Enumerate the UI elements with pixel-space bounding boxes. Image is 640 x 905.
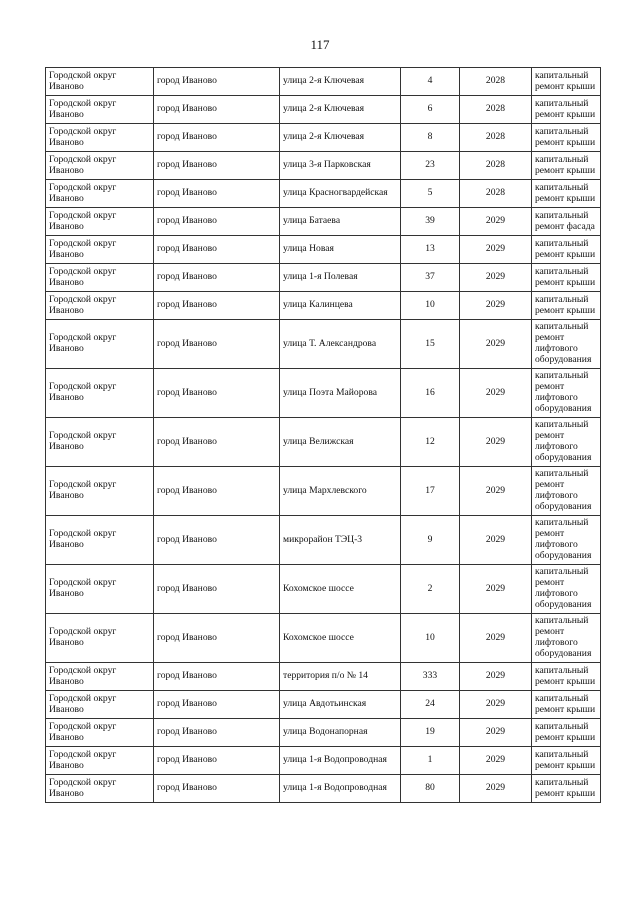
cell-year: 2029 bbox=[460, 292, 532, 320]
cell-district: Городской округ Иваново bbox=[46, 467, 154, 516]
cell-city: город Иваново bbox=[154, 516, 280, 565]
cell-street: улица 2-я Ключевая bbox=[280, 96, 401, 124]
table-row bbox=[46, 747, 601, 775]
cell-district: Городской округ Иваново bbox=[46, 418, 154, 467]
cell-city: город Иваново bbox=[154, 467, 280, 516]
table-row bbox=[46, 208, 601, 236]
cell-city: город Иваново bbox=[154, 369, 280, 418]
cell-city: город Иваново bbox=[154, 565, 280, 614]
cell-district: Городской округ Иваново bbox=[46, 208, 154, 236]
cell-work-type: капитальный ремонт крыши bbox=[532, 152, 601, 180]
cell-work-type: капитальный ремонт крыши bbox=[532, 124, 601, 152]
cell-year: 2029 bbox=[460, 719, 532, 747]
cell-district: Городской округ Иваново bbox=[46, 180, 154, 208]
cell-city: город Иваново bbox=[154, 719, 280, 747]
table-row bbox=[46, 180, 601, 208]
cell-city: город Иваново bbox=[154, 747, 280, 775]
cell-street: территория п/о № 14 bbox=[280, 663, 401, 691]
table-row bbox=[46, 320, 601, 369]
cell-district: Городской округ Иваново bbox=[46, 96, 154, 124]
cell-district: Городской округ Иваново bbox=[46, 264, 154, 292]
cell-year: 2029 bbox=[460, 208, 532, 236]
table-row bbox=[46, 565, 601, 614]
cell-city: город Иваново bbox=[154, 264, 280, 292]
cell-street: улица Водонапорная bbox=[280, 719, 401, 747]
cell-year: 2029 bbox=[460, 236, 532, 264]
cell-city: город Иваново bbox=[154, 152, 280, 180]
table-row bbox=[46, 152, 601, 180]
table-row bbox=[46, 691, 601, 719]
cell-city: город Иваново bbox=[154, 663, 280, 691]
cell-street: улица Новая bbox=[280, 236, 401, 264]
cell-district: Городской округ Иваново bbox=[46, 369, 154, 418]
cell-house-number: 1 bbox=[401, 747, 460, 775]
cell-district: Городской округ Иваново bbox=[46, 320, 154, 369]
table-row bbox=[46, 68, 601, 96]
table-row bbox=[46, 719, 601, 747]
cell-district: Городской округ Иваново bbox=[46, 124, 154, 152]
cell-work-type: капитальный ремонт крыши bbox=[532, 264, 601, 292]
cell-house-number: 23 bbox=[401, 152, 460, 180]
cell-work-type: капитальный ремонт фасада bbox=[532, 208, 601, 236]
cell-street: улица Батаева bbox=[280, 208, 401, 236]
cell-work-type: капитальный ремонт крыши bbox=[532, 691, 601, 719]
cell-work-type: капитальный ремонт крыши bbox=[532, 663, 601, 691]
cell-street: улица Авдотьинская bbox=[280, 691, 401, 719]
cell-year: 2028 bbox=[460, 152, 532, 180]
cell-house-number: 19 bbox=[401, 719, 460, 747]
cell-house-number: 9 bbox=[401, 516, 460, 565]
cell-house-number: 6 bbox=[401, 96, 460, 124]
cell-house-number: 16 bbox=[401, 369, 460, 418]
cell-district: Городской округ Иваново bbox=[46, 663, 154, 691]
cell-city: город Иваново bbox=[154, 236, 280, 264]
cell-year: 2029 bbox=[460, 565, 532, 614]
cell-house-number: 80 bbox=[401, 775, 460, 803]
cell-street: улица 1-я Водопроводная bbox=[280, 775, 401, 803]
cell-year: 2029 bbox=[460, 614, 532, 663]
cell-street: улица Т. Александрова bbox=[280, 320, 401, 369]
cell-district: Городской округ Иваново bbox=[46, 68, 154, 96]
cell-street: улица Мархлевского bbox=[280, 467, 401, 516]
table-row bbox=[46, 614, 601, 663]
cell-house-number: 10 bbox=[401, 614, 460, 663]
cell-street: улица Калинцева bbox=[280, 292, 401, 320]
cell-district: Городской округ Иваново bbox=[46, 614, 154, 663]
cell-year: 2029 bbox=[460, 747, 532, 775]
cell-year: 2029 bbox=[460, 369, 532, 418]
table-row bbox=[46, 292, 601, 320]
table-row bbox=[46, 516, 601, 565]
cell-city: город Иваново bbox=[154, 96, 280, 124]
cell-year: 2029 bbox=[460, 663, 532, 691]
repair-schedule-table bbox=[45, 67, 601, 803]
cell-district: Городской округ Иваново bbox=[46, 152, 154, 180]
cell-city: город Иваново bbox=[154, 614, 280, 663]
cell-work-type: капитальный ремонт крыши bbox=[532, 292, 601, 320]
cell-city: город Иваново bbox=[154, 208, 280, 236]
cell-street: улица Поэта Майорова bbox=[280, 369, 401, 418]
page-number: 117 bbox=[310, 37, 330, 52]
cell-house-number: 5 bbox=[401, 180, 460, 208]
cell-house-number: 37 bbox=[401, 264, 460, 292]
cell-street: улица 1-я Водопроводная bbox=[280, 747, 401, 775]
cell-district: Городской округ Иваново bbox=[46, 516, 154, 565]
cell-year: 2029 bbox=[460, 775, 532, 803]
cell-city: город Иваново bbox=[154, 68, 280, 96]
table-row bbox=[46, 264, 601, 292]
cell-year: 2029 bbox=[460, 691, 532, 719]
cell-house-number: 24 bbox=[401, 691, 460, 719]
cell-street: Кохомское шоссе bbox=[280, 565, 401, 614]
cell-street: улица Велижская bbox=[280, 418, 401, 467]
cell-district: Городской округ Иваново bbox=[46, 775, 154, 803]
cell-district: Городской округ Иваново bbox=[46, 236, 154, 264]
cell-year: 2029 bbox=[460, 264, 532, 292]
cell-work-type: капитальный ремонт крыши bbox=[532, 96, 601, 124]
cell-city: город Иваново bbox=[154, 180, 280, 208]
table-row bbox=[46, 96, 601, 124]
cell-year: 2029 bbox=[460, 418, 532, 467]
cell-house-number: 333 bbox=[401, 663, 460, 691]
cell-year: 2028 bbox=[460, 96, 532, 124]
cell-work-type: капитальный ремонт крыши bbox=[532, 747, 601, 775]
cell-street: улица 1-я Полевая bbox=[280, 264, 401, 292]
cell-year: 2028 bbox=[460, 124, 532, 152]
cell-work-type: капитальный ремонт лифтового оборудования bbox=[532, 565, 601, 614]
cell-city: город Иваново bbox=[154, 418, 280, 467]
cell-work-type: капитальный ремонт крыши bbox=[532, 775, 601, 803]
cell-house-number: 10 bbox=[401, 292, 460, 320]
cell-work-type: капитальный ремонт крыши bbox=[532, 180, 601, 208]
cell-street: улица Красногвардейская bbox=[280, 180, 401, 208]
cell-street: улица 2-я Ключевая bbox=[280, 68, 401, 96]
table-row bbox=[46, 124, 601, 152]
table-row bbox=[46, 775, 601, 803]
table-row bbox=[46, 236, 601, 264]
cell-street: улица 3-я Парковская bbox=[280, 152, 401, 180]
cell-city: город Иваново bbox=[154, 691, 280, 719]
cell-street: Кохомское шоссе bbox=[280, 614, 401, 663]
cell-street: микрорайон ТЭЦ-3 bbox=[280, 516, 401, 565]
cell-work-type: капитальный ремонт крыши bbox=[532, 719, 601, 747]
cell-house-number: 12 bbox=[401, 418, 460, 467]
cell-work-type: капитальный ремонт лифтового оборудования bbox=[532, 418, 601, 467]
table-row bbox=[46, 663, 601, 691]
cell-work-type: капитальный ремонт лифтового оборудования bbox=[532, 614, 601, 663]
cell-year: 2028 bbox=[460, 180, 532, 208]
cell-city: город Иваново bbox=[154, 775, 280, 803]
table-row bbox=[46, 418, 601, 467]
cell-street: улица 2-я Ключевая bbox=[280, 124, 401, 152]
cell-year: 2029 bbox=[460, 467, 532, 516]
cell-work-type: капитальный ремонт лифтового оборудования bbox=[532, 369, 601, 418]
cell-house-number: 8 bbox=[401, 124, 460, 152]
cell-house-number: 39 bbox=[401, 208, 460, 236]
cell-work-type: капитальный ремонт крыши bbox=[532, 68, 601, 96]
cell-city: город Иваново bbox=[154, 124, 280, 152]
cell-house-number: 13 bbox=[401, 236, 460, 264]
cell-work-type: капитальный ремонт лифтового оборудования bbox=[532, 467, 601, 516]
cell-district: Городской округ Иваново bbox=[46, 292, 154, 320]
cell-house-number: 4 bbox=[401, 68, 460, 96]
cell-district: Городской округ Иваново bbox=[46, 691, 154, 719]
cell-district: Городской округ Иваново bbox=[46, 565, 154, 614]
cell-year: 2029 bbox=[460, 320, 532, 369]
cell-work-type: капитальный ремонт лифтового оборудования bbox=[532, 320, 601, 369]
cell-house-number: 17 bbox=[401, 467, 460, 516]
cell-district: Городской округ Иваново bbox=[46, 747, 154, 775]
cell-city: город Иваново bbox=[154, 320, 280, 369]
cell-city: город Иваново bbox=[154, 292, 280, 320]
cell-district: Городской округ Иваново bbox=[46, 719, 154, 747]
cell-year: 2028 bbox=[460, 68, 532, 96]
cell-house-number: 15 bbox=[401, 320, 460, 369]
cell-work-type: капитальный ремонт крыши bbox=[532, 236, 601, 264]
table-row bbox=[46, 467, 601, 516]
cell-year: 2029 bbox=[460, 516, 532, 565]
cell-house-number: 2 bbox=[401, 565, 460, 614]
table-row bbox=[46, 369, 601, 418]
cell-work-type: капитальный ремонт лифтового оборудования bbox=[532, 516, 601, 565]
